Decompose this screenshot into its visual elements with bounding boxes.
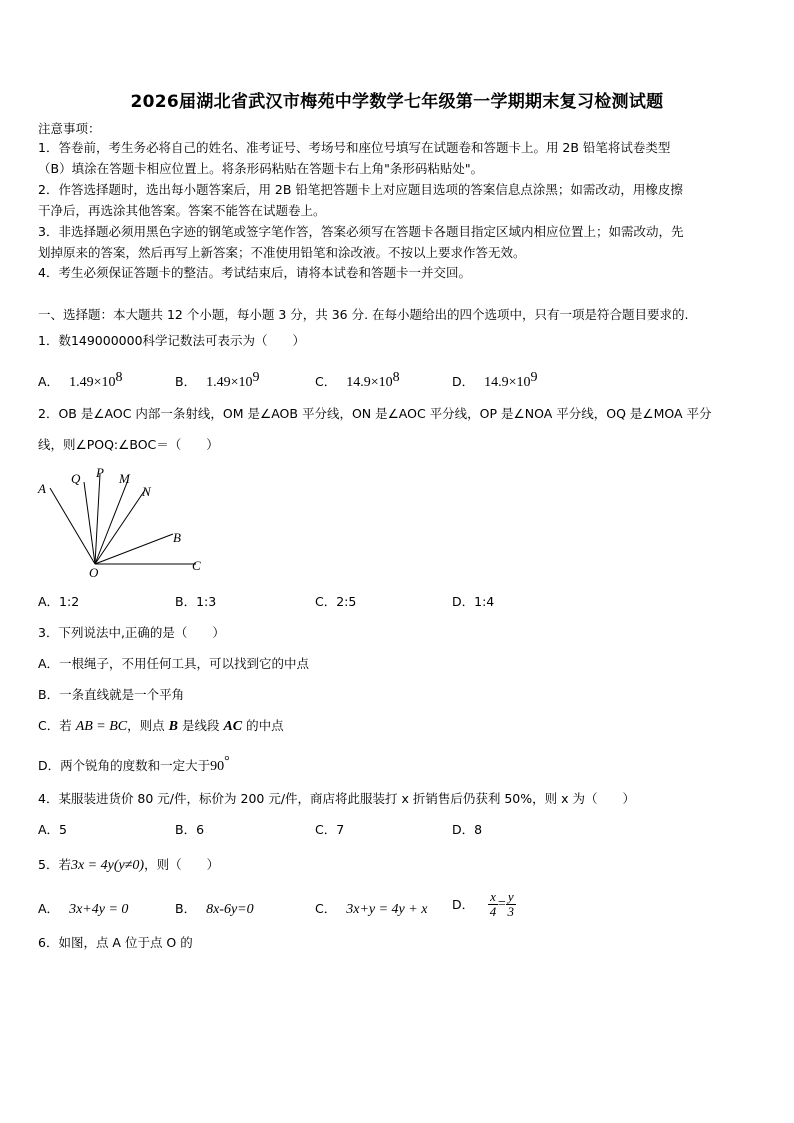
label-c: C (192, 558, 201, 573)
notice-heading: 注意事项： (38, 121, 101, 136)
question-2-option-a: A．1:2 (38, 594, 80, 609)
label-a: A (38, 481, 46, 496)
ray-oa (50, 488, 95, 564)
question-1-stem: 1．数149000000科学记数法可表示为（ ） (38, 333, 306, 348)
notice-item-4: 4．考生必须保证答题卡的整洁。考试结束后，请将本试卷和答题卡一并交回。 (38, 265, 471, 280)
question-2-option-c: C．2:5 (315, 594, 357, 609)
ray-op (95, 474, 100, 564)
label-o: O (89, 565, 99, 580)
notice-item-1-line-1: 1．答卷前，考生务必将自己的姓名、准考证号、考场号和座位号填写在试题卷和答题卡上。用 2B 铅笔将试卷类型 (38, 140, 671, 155)
question-4-stem: 4．某服装进货价 80 元/件，标价为 200 元/件，商店将此服装打 x 折销售后仍获利 50%，则 x 为（ ） (38, 791, 635, 806)
label-p: P (96, 465, 104, 480)
question-5-option-d: D． $\frac{x}{4}$ = $\frac{y}{3}$ (452, 889, 514, 919)
ray-ob (95, 534, 173, 564)
question-4-option-a: A．5 (38, 822, 68, 837)
label-q: Q (71, 471, 81, 486)
question-6-stem: 6．如图，点 A 位于点 O 的 (38, 935, 193, 950)
question-3-stem: 3．下列说法中,正确的是（ ） (38, 625, 225, 640)
question-5-option-b: B． 8x-6y=0 (175, 901, 254, 917)
question-1-option-b: B． $1.49\times 10^9$ (175, 370, 260, 391)
question-3-option-a: A．一根绳子，不用任何工具，可以找到它的中点 (38, 656, 310, 671)
question-3-option-c: C．若 AB = BC，则点 B 是线段 AC 的中点 (38, 718, 284, 734)
question-1-option-d: D． $14.9\times 10^9$ (452, 370, 538, 391)
notice-item-2-line-1: 2．作答选择题时，选出每小题答案后，用 2B 铅笔把答题卡上对应题目选项的答案信息点涂黑；如需改动，用橡皮擦 (38, 182, 683, 197)
question-3-option-b: B．一条直线就是一个平角 (38, 687, 185, 702)
label-b: B (173, 530, 181, 545)
question-2-stem-line-1: 2．OB 是∠AOC 内部一条射线，OM 是∠AOB 平分线，ON 是∠AOC 平分线，OP 是∠NOA 平分线，OQ 是∠MOA 平分 (38, 406, 712, 421)
question-5-stem: 5．若3x = 4y(y≠0)，则（ ） (38, 857, 220, 873)
label-n: N (142, 484, 151, 499)
notice-item-3-line-1: 3．非选择题必须用黑色字迹的钢笔或签字笔作答，答案必须写在答题卡各题目指定区域内相应位置上；如需改动，先 (38, 224, 684, 239)
question-2-stem-line-2: 线，则∠POQ:∠BOC＝（ ） (38, 437, 219, 452)
question-5-option-c: C． 3x+y = 4y + x (315, 901, 428, 917)
notice-item-3-line-2: 划掉原来的答案，然后再写上新答案；不准使用铅笔和涂改液。不按以上要求作答无效。 (38, 245, 526, 260)
ray-oq (84, 482, 95, 564)
page-title: 2026届湖北省武汉市梅苑中学数学七年级第一学期期末复习检测试题 (130, 92, 664, 112)
question-2-option-b: B．1:3 (175, 594, 217, 609)
question-4-option-c: C．7 (315, 822, 345, 837)
question-1-option-a: A． $1.49\times 10^8$ (38, 370, 123, 391)
question-1-option-c: C． $14.9\times 10^8$ (315, 370, 400, 391)
question-4-option-b: B．6 (175, 822, 205, 837)
label-m: M (119, 471, 130, 486)
question-5-option-a: A． 3x+4y = 0 (38, 901, 129, 917)
notice-item-1-line-2: （B）填涂在答题卡相应位置上。将条形码粘贴在答题卡右上角"条形码粘贴处"。 (38, 161, 484, 176)
question-2-option-d: D．1:4 (452, 594, 495, 609)
section-1-heading: 一、选择题：本大题共 12 个小题，每小题 3 分，共 36 分. 在每小题给出的四个选项中，只有一项是符合题目要求的. (38, 307, 689, 322)
question-4-option-d: D．8 (452, 822, 483, 837)
question-3-option-d: D．两个锐角的度数和一定大于90° (38, 754, 230, 775)
notice-item-2-line-2: 干净后，再选涂其他答案。答案不能答在试题卷上。 (38, 203, 326, 218)
angle-diagram (34, 462, 214, 582)
